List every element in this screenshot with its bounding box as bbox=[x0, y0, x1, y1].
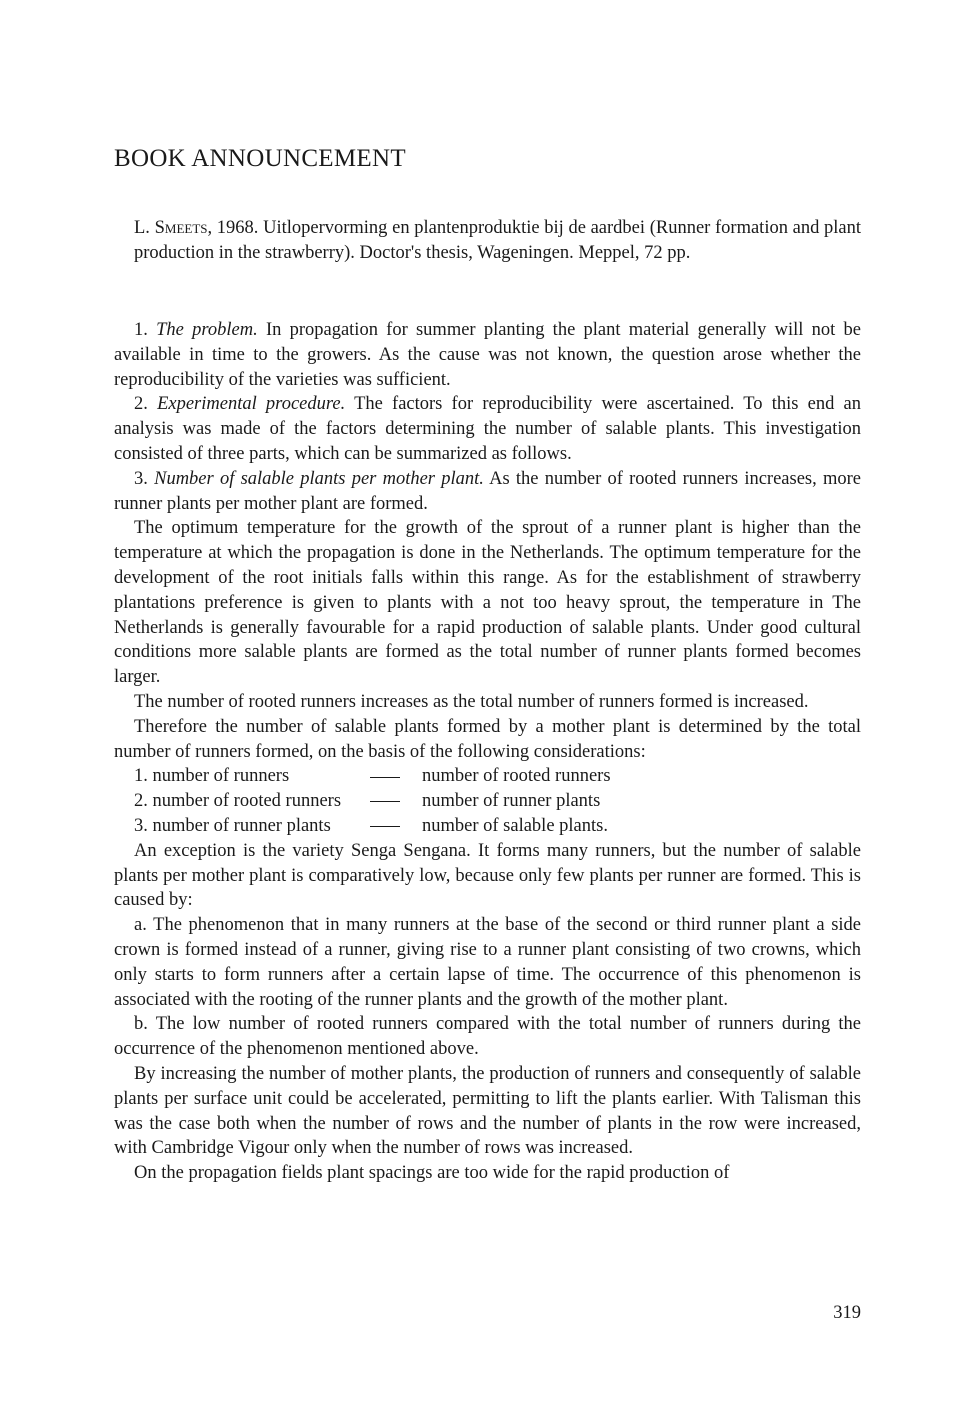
paragraph-cause-b: b. The low number of rooted runners compared with the total number of runners during the occurrence of the phenomenon mentioned above. bbox=[114, 1014, 861, 1060]
paragraph-temperature: The optimum temperature for the growth of the sprout of a runner plant is higher than the temperature at which the propagation is done in the Netherlands. The optimum temperature for the development of the root initials falls within this range. As for the establishment of strawberry plantations preference is given to plants with a not too heavy sprout, the temperature in The Netherlands is generally favourable for a rapid production of salable plants. Under good cultural conditions more salable plants are formed as the total number of runner plants formed becomes larger. bbox=[114, 518, 861, 688]
paragraph-spacings: On the propagation fields plant spacings are too wide for the rapid production of bbox=[134, 1163, 730, 1184]
dash-separator bbox=[366, 814, 422, 839]
section-title: Number of salable plants per mother plant. bbox=[154, 468, 484, 489]
section-number: 3. bbox=[134, 468, 155, 489]
list-item-left: 2. number of rooted runners bbox=[134, 791, 342, 812]
citation-details: , 1968. Uitlopervorming en plantenproduktie bij de aardbei (Runner formation and plant production in the strawberry). Doctor's thesis, Wageningen. Meppel, 72 pp. bbox=[134, 218, 861, 263]
section-title: The problem. bbox=[156, 320, 258, 340]
list-item bbox=[114, 764, 861, 789]
list-item-right: number of runner plants bbox=[422, 791, 601, 812]
section-salable-plants bbox=[114, 467, 861, 517]
section-text: As the number of rooted runners increases, more runner plants per mother plant are formed. bbox=[114, 468, 861, 514]
citation-author: L. Smeets bbox=[134, 218, 208, 238]
dash-separator bbox=[366, 764, 422, 789]
paragraph-exception: An exception is the variety Senga Sengana. It forms many runners, but the number of salable plants per mother plant is comparatively low, because only few plants per runner are formed. This is caused by: bbox=[114, 840, 861, 911]
dash-separator bbox=[366, 789, 422, 814]
list-item bbox=[114, 789, 861, 814]
paragraph-rooted-runners: The number of rooted runners increases as the total number of runners formed is increased. bbox=[134, 691, 809, 712]
book-citation bbox=[134, 216, 861, 266]
page-title: BOOK ANNOUNCEMENT bbox=[114, 145, 406, 172]
paragraph-mother-plants: By increasing the number of mother plants, the production of runners and consequently of salable plants per surface unit could be accelerated, permitting to lift the plants earlier. With Talisman this was the case both when the number of rows and the number of plants in the row were increased, with Cambridge Vigour only when the number of rows was increased. bbox=[114, 1063, 861, 1159]
article-body bbox=[114, 318, 861, 1186]
list-item-right: number of salable plants. bbox=[422, 815, 608, 836]
paragraph-cause-a: a. The phenomenon that in many runners at the base of the second or third runner plant a side crown is formed instead of a runner, giving rise to a runner plant consisting of two crowns, which only starts to form runners after a certain lapse of time. The occurrence of this phenomenon is associated with the rooting of the runner plants and the growth of the mother plant. bbox=[114, 915, 861, 1010]
section-procedure bbox=[114, 392, 861, 466]
list-item bbox=[114, 814, 861, 839]
section-title: Experimental procedure. bbox=[157, 394, 346, 415]
considerations-list bbox=[114, 764, 861, 838]
section-text: The factors for reproducibility were ascertained. To this end an analysis was made of the factors determining the number of salable plants. This investigation consisted of three parts, which can be summarized as follows. bbox=[114, 394, 861, 464]
list-item-right: number of rooted runners bbox=[422, 766, 611, 787]
section-number: 2. bbox=[134, 394, 158, 415]
section-text: In propagation for summer planting the plant material generally will not be available in time to the growers. As the cause was not known, the question arose whether the reproducibility of the varieties was sufficient. bbox=[114, 320, 861, 390]
section-problem bbox=[114, 318, 861, 392]
list-item-left: 1. number of runners bbox=[134, 766, 290, 787]
section-number: 1. bbox=[134, 320, 157, 340]
list-item-left: 3. number of runner plants bbox=[134, 815, 331, 836]
page-number: 319 bbox=[833, 1303, 861, 1323]
paragraph-therefore: Therefore the number of salable plants formed by a mother plant is determined by the total number of runners formed, on the basis of the following considerations: bbox=[114, 716, 861, 762]
